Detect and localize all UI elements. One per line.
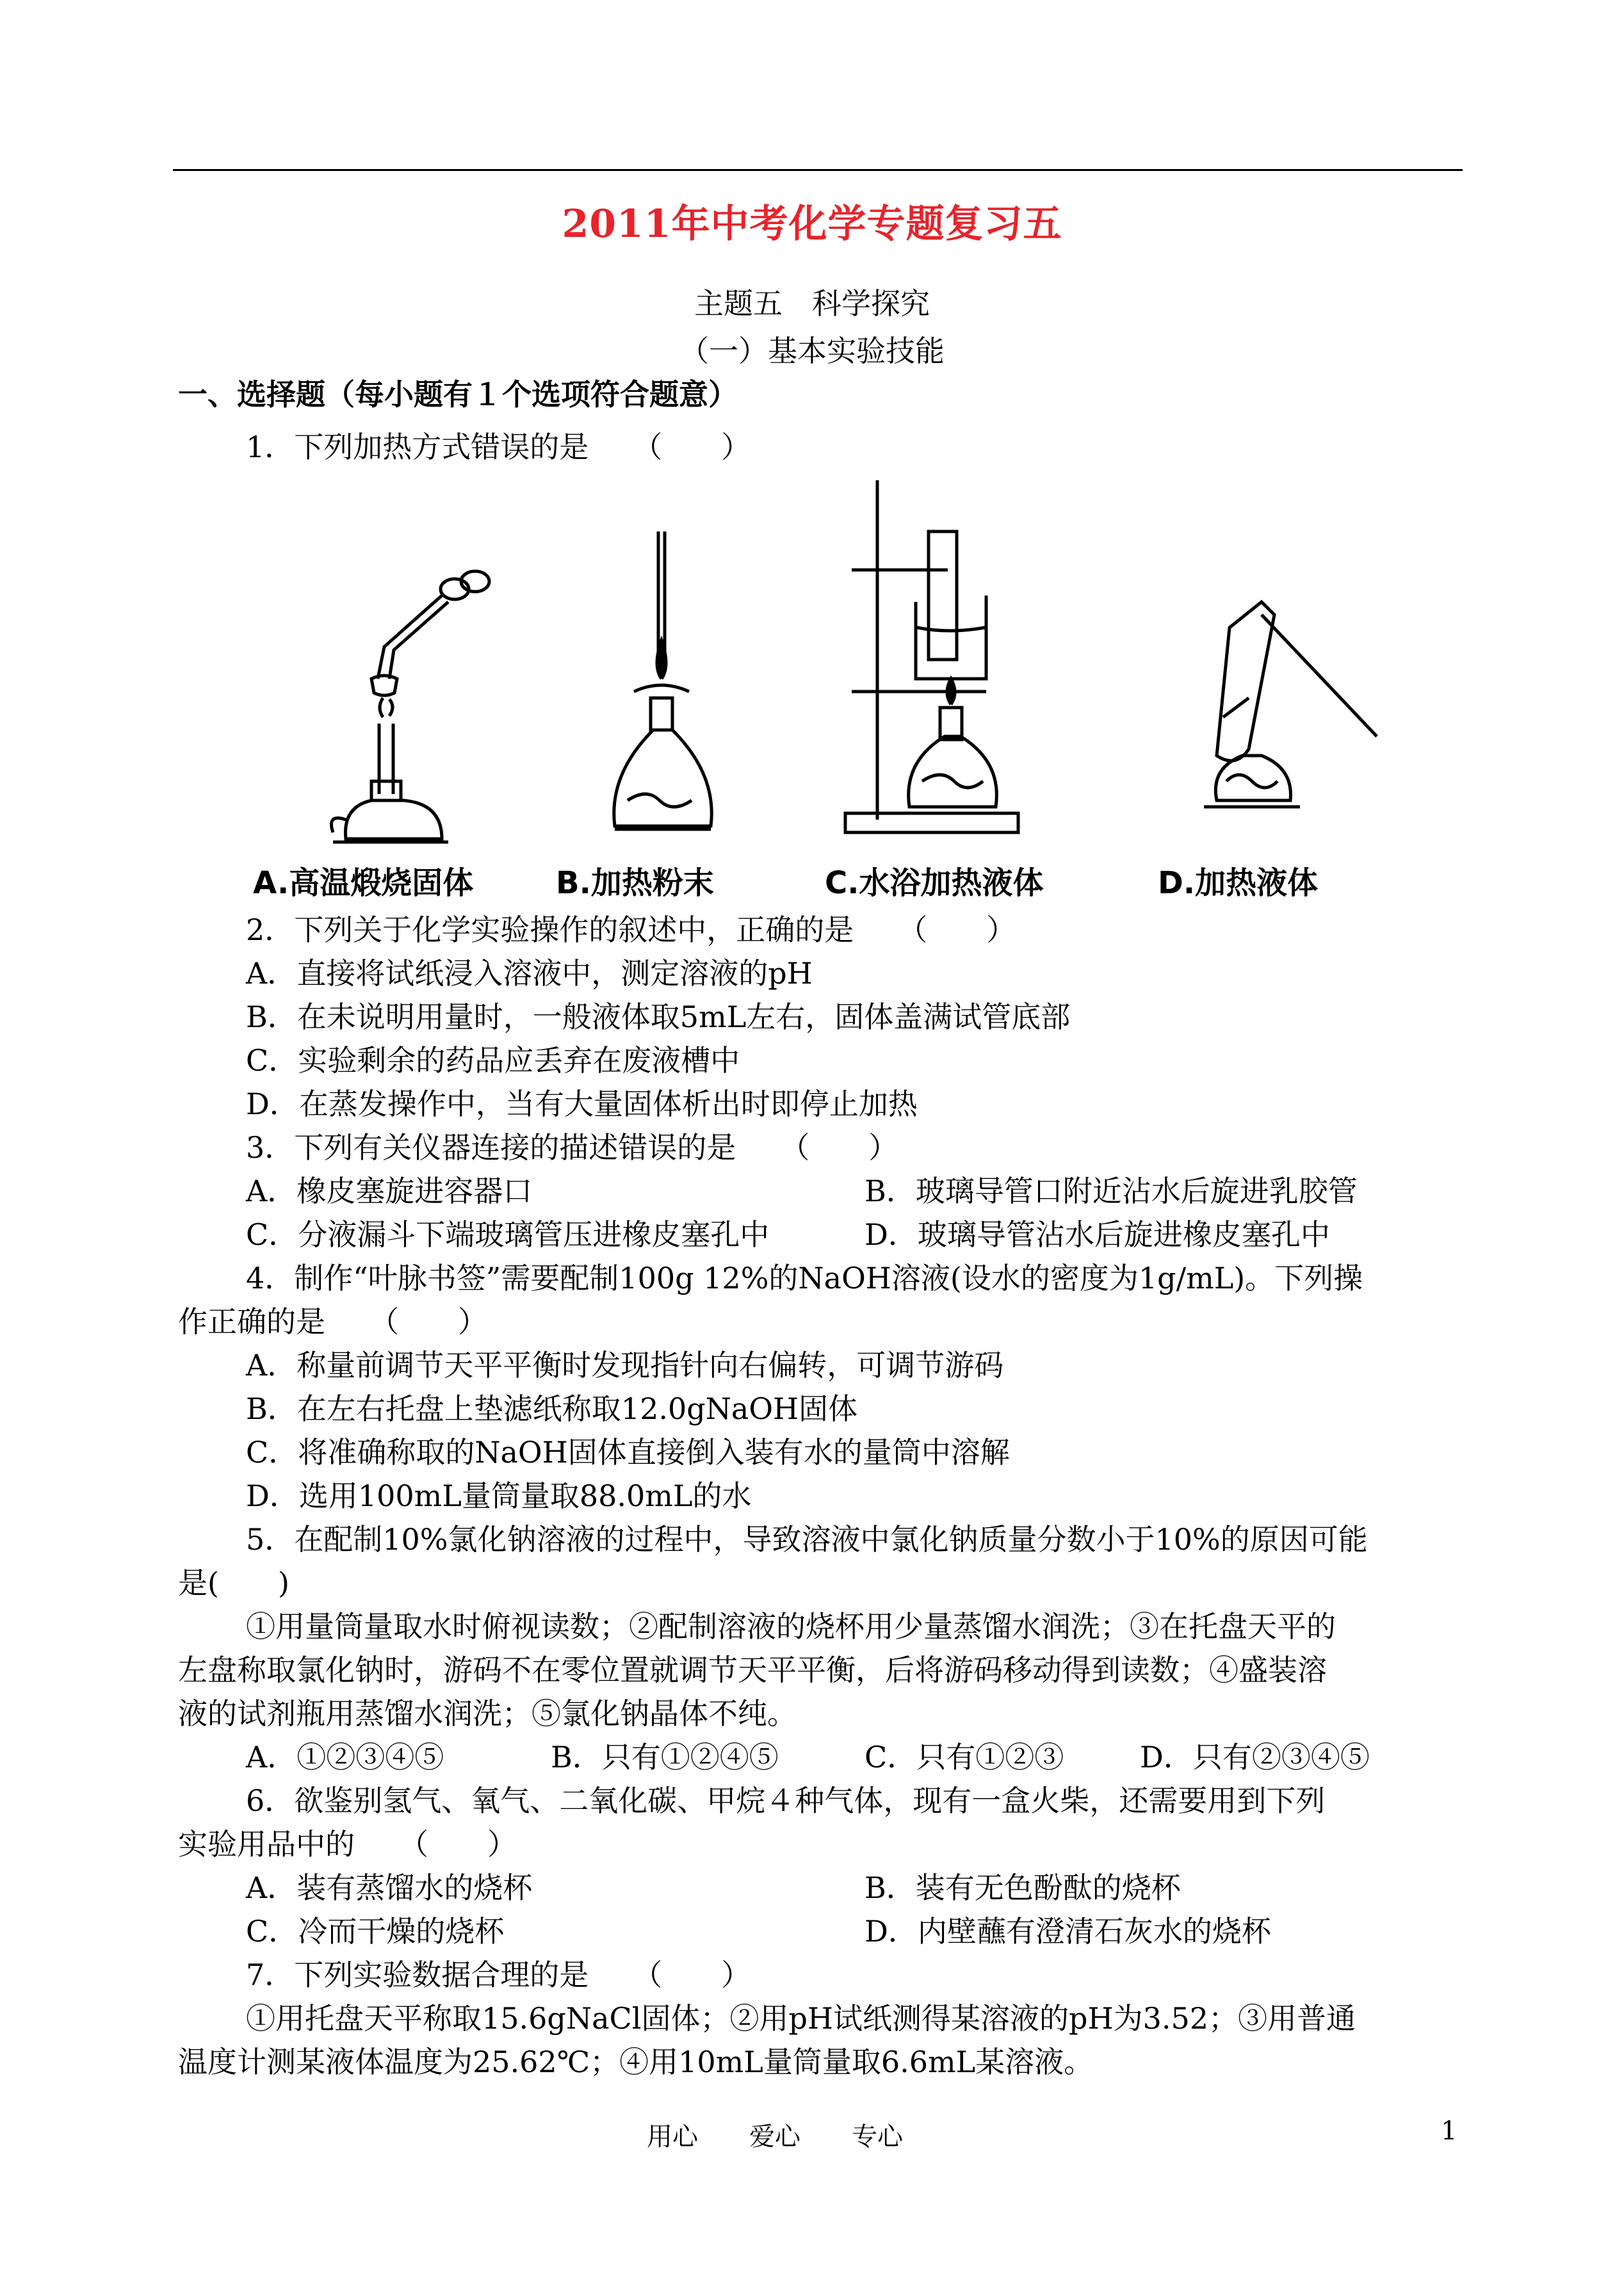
q6-option-b: B．装有无色酚酞的烧杯 [865,1870,1181,1905]
q5-body-line1: ①用量筒量取水时俯视读数；②配制溶液的烧杯用少量蒸馏水润洗；③在托盘天平的 [246,1609,1336,1644]
subtitle-theme: 主题五 科学探究 [694,286,930,321]
figure-d-heating-liquid [1165,589,1422,845]
figure-c-water-bath-heating [832,474,1031,845]
q5-option-a: A．①②③④⑤ [246,1740,444,1774]
q4-option-b: B．在左右托盘上垫滤纸称取12.0gNaOH固体 [246,1391,858,1426]
q2-option-a: A．直接将试纸浸入溶液中，测定溶液的pH [246,956,813,991]
q1-stem: 1．下列加热方式错误的是 （ ） [246,430,751,464]
q4-stem-line2: 作正确的是 （ ） [178,1304,487,1339]
q5-body-line3: 液的试剂瓶用蒸馏水润洗；⑤氯化钠晶体不纯。 [178,1696,797,1731]
q4-option-c: C．将准确称取的NaOH固体直接倒入装有水的量筒中溶解 [246,1435,1010,1470]
q3-stem: 3．下列有关仪器连接的描述错误的是 （ ） [246,1130,898,1165]
q5-stem-line2: 是( ) [178,1566,289,1600]
q7-body-line1: ①用托盘天平称取15.6gNaCl固体；②用pH试纸测得某溶液的pH为3.52；③用普通 [246,2001,1356,2036]
q3-option-b: B．玻璃导管口附近沾水后旋进乳胶管 [865,1174,1358,1208]
q6-stem-line1: 6．欲鉴别氢气、氧气、二氧化碳、甲烷４种气体，现有一盒火柴，还需要用到下列 [246,1783,1326,1818]
page-title: 2011年中考化学专题复习五 [562,202,1062,247]
q3-option-c: C．分液漏斗下端玻璃管压进橡皮塞孔中 [246,1217,770,1252]
q4-stem-line1: 4．制作“叶脉书签”需要配制100g 12%的NaOH溶液(设水的密度为1g/mL)。下列操 [246,1261,1363,1295]
q2-option-d: D．在蒸发操作中，当有大量固体析出时即停止加热 [246,1087,918,1121]
q5-option-b: B．只有①②④⑤ [551,1740,779,1774]
subtitle-section: （一）基本实验技能 [679,334,945,368]
q6-stem-line2: 实验用品中的 （ ） [178,1827,517,1861]
q6-option-d: D．内壁蘸有澄清石灰水的烧杯 [865,1914,1271,1949]
header-rule [173,169,1463,171]
q3-option-a: A．橡皮塞旋进容器口 [246,1174,533,1208]
q1-caption-b: B.加热粉末 [556,865,714,901]
q4-option-d: D．选用100mL量筒量取88.0mL的水 [246,1479,752,1513]
q1-caption-a: A.高温煅烧固体 [253,865,474,901]
q6-option-c: C．冷而干燥的烧杯 [246,1914,505,1949]
q1-caption-c: C.水浴加热液体 [825,865,1044,901]
section-heading: 一、选择题（每小题有１个选项符合题意） [178,377,738,412]
q2-stem: 2．下列关于化学实验操作的叙述中，正确的是 （ ） [246,912,1016,947]
q2-option-b: B．在未说明用量时，一般液体取5mL左右，固体盖满试管底部 [246,1000,1071,1034]
q2-option-c: C．实验剩余的药品应丢弃在废液槽中 [246,1043,740,1078]
q5-option-d: D．只有②③④⑤ [1140,1740,1370,1774]
q7-body-line2: 温度计测某液体温度为25.62℃；④用10mL量筒量取6.6mL某溶液。 [178,2045,1094,2079]
q5-option-c: C．只有①②③ [865,1740,1064,1774]
q6-option-a: A．装有蒸馏水的烧杯 [246,1870,533,1905]
q3-option-d: D．玻璃导管沾水后旋进橡皮塞孔中 [865,1217,1330,1252]
q7-stem: 7．下列实验数据合理的是 （ ） [246,1958,751,1992]
page-number: 1 [1441,2116,1458,2146]
q5-body-line2: 左盘称取氯化钠时，游码不在零位置就调节天平平衡，后将游码移动得到读数；④盛装溶 [178,1653,1327,1687]
footer-motto: 用心 爱心 专心 [647,2122,903,2152]
q4-option-a: A．称量前调节天平平衡时发现指针向右偏转，可调节游码 [246,1348,1004,1383]
q5-stem-line1: 5．在配制10%氯化钠溶液的过程中，导致溶液中氯化钠质量分数小于10%的原因可能 [246,1522,1368,1557]
figure-b-heating-powder [589,525,730,845]
q1-caption-d: D.加热液体 [1158,865,1319,901]
figure-a-high-temp-calcination [307,551,512,845]
